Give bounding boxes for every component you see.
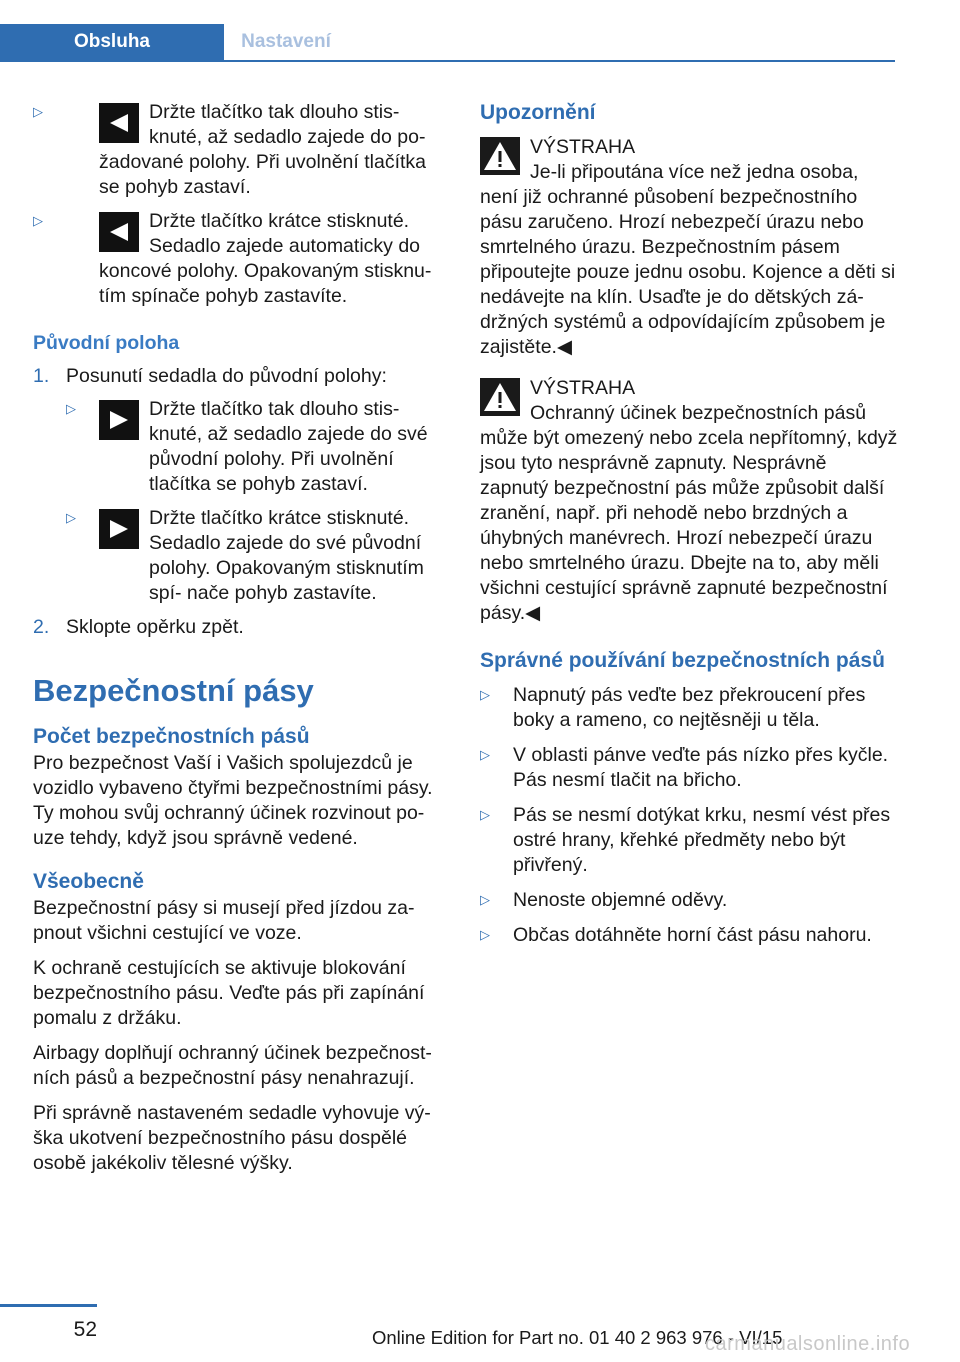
step-number: 2. (33, 616, 50, 638)
arrow-left-button-icon (99, 103, 139, 143)
tab-obsluha[interactable]: Obsluha (0, 24, 224, 60)
right-column (480, 100, 898, 958)
step-item (33, 364, 445, 389)
general-paragraph: Při správně nastaveném sedadle vyhovuje vý‐ška ukotvení bezpečnostního pásu dospělé osobě jakékoliv tělesné výšky. (33, 1102, 431, 1174)
warning-triangle-icon (480, 137, 520, 175)
list-item-text: Napnutý pás veďte bez překroucení přes boky a rameno, co nejtěsněji u těla. (513, 684, 866, 731)
warning-label: VÝSTRAHA (530, 377, 636, 399)
bullet-triangle-icon: ▷ (66, 510, 76, 525)
bullet-triangle-icon: ▷ (33, 213, 43, 228)
step-text: Posunutí sedadla do původní polohy: (66, 365, 387, 387)
orig-position-heading: Původní poloha (33, 332, 180, 354)
arrow-right-button-icon (99, 400, 139, 440)
general-paragraph: K ochraně cestujících se aktivuje blokování bezpečnostního pásu. Veďte pás při zapínání pomalu z držáku. (33, 957, 425, 1029)
general-paragraph: Airbagy doplňují ochranný účinek bezpečnost‐ ních pásů a bezpečnostní pásy nenahrazují. (33, 1042, 432, 1089)
list-item-text: Občas dotáhněte horní část pásu nahoru. (513, 924, 872, 946)
notice-heading: Upozornění (480, 101, 596, 124)
list-item (480, 683, 898, 733)
list-item (480, 888, 898, 913)
warning-block (480, 376, 898, 626)
left-column (33, 100, 445, 1186)
list-item-text: Držte tlačítko tak dlouho stis‐ knuté, až sedadlo zajede do své původní polohy. Při uvolnění tlačítka se pohyb zastaví. (149, 398, 428, 495)
warning-block (480, 135, 898, 360)
tab-nastaveni[interactable]: Nastavení (241, 31, 331, 52)
list-item-text: V oblasti pánve veďte pás nízko přes kyčle. Pás nesmí tlačit na břicho. (513, 744, 889, 791)
warning-text: Ochranný účinek bezpečnostních pásů může být omezený nebo zcela nepřítomný, když jsou tyto nesprávně zapnuty. Nesprávně zapnutý bezpečnostní pás může způsobit další zranění, např. při nehodě nebo brzdných a úhybných manévrech. Hrozí nebezpečí úrazu nebo smrtelného úrazu. Dbejte na to, aby měli všichni cestující správně zapnuté bezpečnostní pásy.◀ (480, 402, 898, 624)
list-item-text: Držte tlačítko tak dlouho stis‐ knuté, až sedadlo zajede do po‐ žadované polohy. Při uvolnění tlačítka se pohyb zastaví. (99, 101, 427, 198)
bullet-triangle-icon: ▷ (480, 747, 490, 762)
bullet-triangle-icon: ▷ (33, 104, 43, 119)
list-item-text: Držte tlačítko krátce stisknuté. Sedadlo zajede automaticky do koncové polohy. Opakovaným stisknu‐ tím spínače pohyb zastavíte. (99, 210, 432, 307)
list-item (480, 743, 898, 793)
usage-heading: Správné používání bezpečnostních pásů (480, 649, 885, 672)
bullet-triangle-icon: ▷ (480, 892, 490, 907)
header-divider (0, 60, 895, 62)
edition-text: Online Edition for Part no. 01 40 2 963 976 - VI/15 (372, 1327, 783, 1348)
list-item (33, 209, 445, 309)
warning-triangle-icon (480, 378, 520, 416)
list-item (33, 100, 445, 200)
belt-count-text: Pro bezpečnost Vaší i Vašich spolujezdců je vozidlo vybaveno čtyřmi bezpečnostními pásy. Ty mohou svůj ochranný účinek rozvinout po‐ uze tehdy, když jsou správně vedené. (33, 752, 433, 849)
bullet-triangle-icon: ▷ (480, 687, 490, 702)
arrow-left-button-icon (99, 212, 139, 252)
bullet-triangle-icon: ▷ (480, 807, 490, 822)
belt-count-heading: Počet bezpečnostních pásů (33, 725, 310, 748)
list-item-text: Držte tlačítko krátce stisknuté. Sedadlo zajede do své původní polohy. Opakovaným stisknutím spí‐ nače pohyb zastavíte. (149, 507, 424, 604)
list-item (480, 803, 898, 878)
warning-label: VÝSTRAHA (530, 136, 636, 158)
list-item-text: Nenoste objemné oděvy. (513, 889, 728, 911)
bullet-triangle-icon: ▷ (66, 401, 76, 416)
warning-text: Je-li připoutána více než jedna osoba, není již ochranné působení bezpečnostního pásu zaručeno. Hrozí nebezpečí úrazu nebo smrtelného úrazu. Bezpečnostním pásem připoutejte pouze jednu osobu. Kojence a děti si nedávejte na klín. Usaďte je do dětských zá‐ držných systémů a odpovídajícím způsobem je zajistěte.◀ (480, 161, 896, 358)
header-bar (0, 0, 895, 62)
general-heading: Všeobecně (33, 870, 144, 893)
arrow-right-button-icon (99, 509, 139, 549)
list-item (480, 923, 898, 948)
step-number: 1. (33, 365, 50, 387)
page-number: 52 (73, 1318, 97, 1341)
section-title: Bezpečnostní pásy (33, 673, 314, 708)
list-item-text: Pás se nesmí dotýkat krku, nesmí vést přes ostré hrany, křehké předměty nebo být přivřený. (513, 804, 891, 876)
nested-list (33, 397, 445, 606)
bullet-triangle-icon: ▷ (480, 927, 490, 942)
step-item (33, 615, 445, 640)
list-item (33, 397, 445, 497)
list-item (33, 506, 445, 606)
general-paragraph: Bezpečnostní pásy si musejí před jízdou za‐ pnout všichni cestující ve voze. (33, 897, 415, 944)
watermark: carmanualsonline.info (705, 1333, 911, 1355)
step-text: Sklopte opěrku zpět. (66, 616, 244, 638)
footer-divider (0, 1304, 97, 1307)
